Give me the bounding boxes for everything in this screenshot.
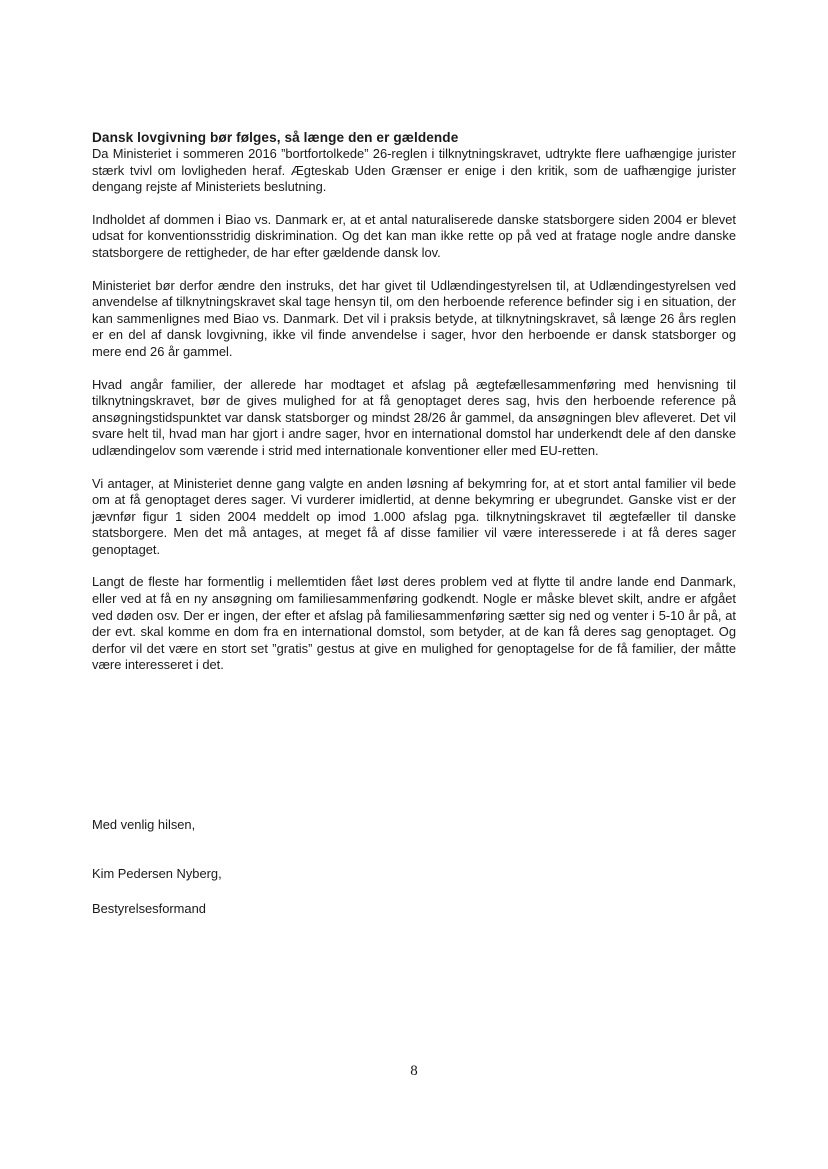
signatory-title: Bestyrelsesformand: [92, 901, 206, 916]
signatory-name: Kim Pedersen Nyberg,: [92, 866, 222, 881]
paragraph-1: Da Ministeriet i sommeren 2016 ”bortfortolkede” 26-reglen i tilknytningskravet, udtrykte flere uafhængige jurister stærk tvivl om lovligheden heraf. Ægteskab Uden Grænser er enige i den kritik, som de uafhængige jurister dengang rejste af Ministeriets beslutning.: [92, 146, 736, 195]
page-number: 8: [410, 1063, 418, 1079]
paragraph-5: Vi antager, at Ministeriet denne gang valgte en anden løsning af bekymring for, at et stort antal familier vil bede om at få genoptaget deres sager. Vi vurderer imidlertid, at denne bekymring er ubegrundet. Ganske vist er der jævnfør figur 1 siden 2004 meddelt op imod 1.000 afslag pga. tilknytningskravet til ægtefæller til danske statsborgere. Men det må antages, at meget få af disse familier vil være interesserede i at få deres sager genoptaget.: [92, 475, 736, 557]
document-body: [92, 130, 736, 674]
section-heading: Dansk lovgivning bør følges, så længe den er gældende: [92, 130, 459, 145]
paragraph-4: Hvad angår familier, der allerede har modtaget et afslag på ægtefællesammenføring med henvisning til tilknytningskravet, bør de gives mulighed for at få genoptaget deres sag, hvis den herboende reference på ansøgningstidspunktet var dansk statsborger og mindst 28/26 år gammel, da ansøgningen blev afleveret. Det vil svare helt til, hvad man har gjort i andre sager, hvor en international domstol har underkendt dele af den danske udlændingelov som værende i strid med internationale konventioner eller med EU-retten.: [92, 376, 736, 458]
paragraph-2: Indholdet af dommen i Biao vs. Danmark er, at et antal naturaliserede danske statsborgere siden 2004 er blevet udsat for konventionsstridig diskrimination. Og det kan man ikke rette op på ved at fratage nogle andre danske statsborgere de rettigheder, de har efter gældende dansk lov.: [92, 211, 736, 260]
closing-greeting: Med venlig hilsen,: [92, 817, 196, 832]
paragraph-3: Ministeriet bør derfor ændre den instruks, det har givet til Udlændingestyrelsen til, at Udlændingestyrelsen ved anvendelse af tilknytningskravet skal tage hensyn til, om den herboende reference befinder sig i en situation, der kan sammenlignes med Biao vs. Danmark. Det vil i praksis betyde, at tilknytningskravet, så længe 26 års reglen er en del af dansk lovgivning, ikke vil finde anvendelse i sager, hvor den herboende er dansk statsborger og mere end 26 år gammel.: [92, 277, 736, 359]
paragraph-6: Langt de fleste har formentlig i mellemtiden fået løst deres problem ved at flytte til andre lande end Danmark, eller ved at få en ny ansøgning om familiesammenføring godkendt. Nogle er måske blevet skilt, andre er afgået ved døden osv. Der er ingen, der efter et afslag på familiesammenføring sætter sig ned og venter i 5-10 år på, at der evt. skal komme en dom fra en international domstol, som betyder, at de kan få deres sag genoptaget. Og derfor vil det være en stort set ”gratis” gestus at give en mulighed for genoptagelse for de få familier, der måtte være interesseret i det.: [92, 574, 736, 673]
